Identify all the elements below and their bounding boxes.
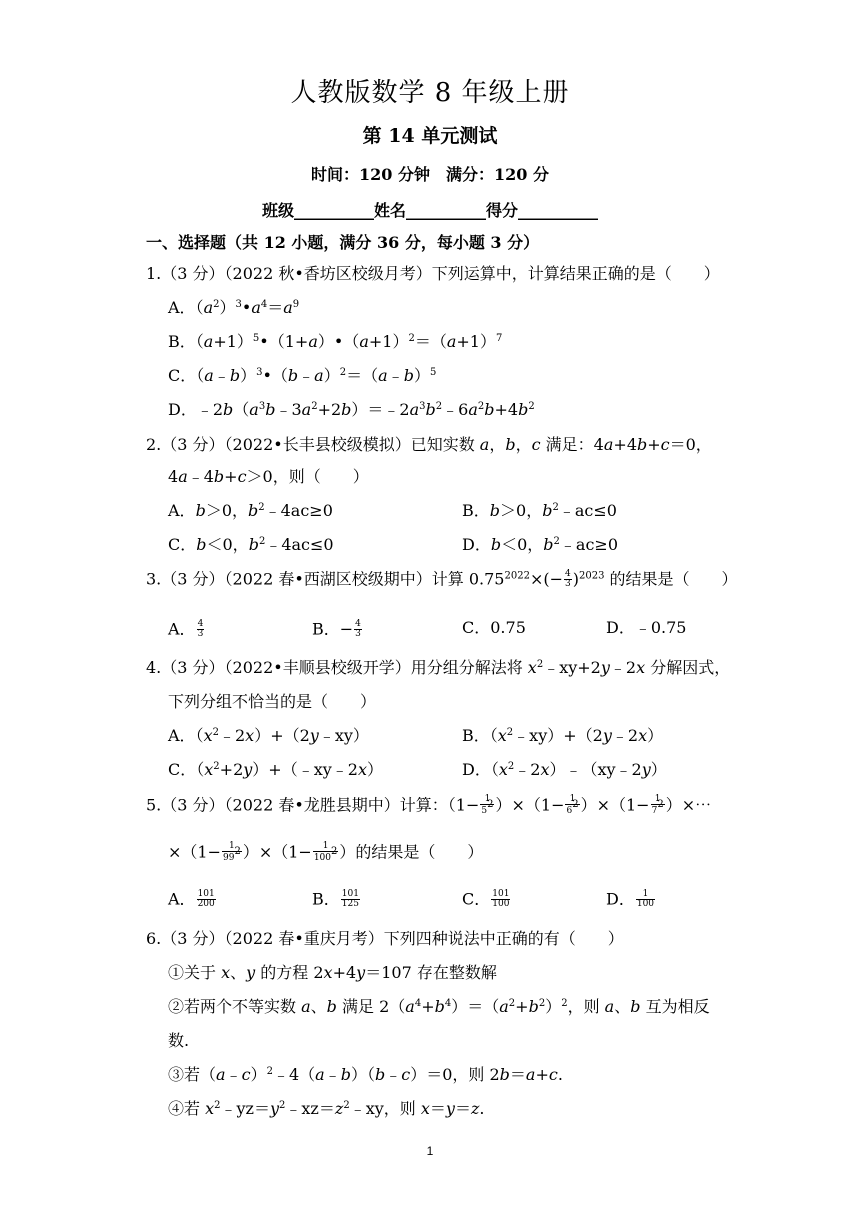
class-name-score-line: 班级__________姓名__________得分__________ <box>261 201 598 220</box>
question-1-option-c: C．（a﹣b）$^3$•（b﹣a）$^2$＝（a﹣b）$^5$ <box>168 366 437 385</box>
question-2-option-c: C．b＜0，$b^2﹣4ac\le 0$ <box>168 535 334 554</box>
question-3-option-d: D．﹣0.75 <box>606 618 687 637</box>
question-2-stem-line-2: 4a﹣4b+c＞0，则（ ） <box>168 467 369 486</box>
question-2-option-a: A．b＞0，$b^2﹣4ac\ge 0$ <box>168 501 333 520</box>
question-5-stem-line-2: ×（1− $\frac{1}{99^2}$ ）×（1− $\frac{1}{100^2}$ ）的结果是（ ） <box>168 841 484 864</box>
question-6-statement-2-continued: 数. <box>168 1031 190 1050</box>
question-5-option-c: C． $\frac{101}{100}$ <box>462 889 510 910</box>
unit-subtitle: 第 14 单元测试 <box>362 125 498 147</box>
question-4-option-c: C．$(x^2+2y)+(﹣xy﹣2x)$ <box>168 760 383 779</box>
question-4-option-a: A．$(x^2﹣2x)+(2y﹣xy)$ <box>168 726 369 745</box>
question-4-option-b: B．$(x^2﹣xy)+(2y﹣2x)$ <box>462 726 664 745</box>
question-1-option-a: A．$(a^2)^3•a^4=a^9$ <box>168 298 300 317</box>
question-4-stem-line-2: 下列分组不恰当的是（ ） <box>168 692 377 711</box>
question-1-stem: 1.（3 分）（2022 秋•香坊区校级月考）下列运算中，计算结果正确的是（ ） <box>146 264 720 283</box>
question-3-option-b: B．− $\frac{4}{3}$ <box>312 619 361 640</box>
question-2-option-b: B．b＞0，$b^2﹣ac\le 0$ <box>462 501 617 520</box>
question-2-option-d: D．b＜0，$b^2﹣ac\ge 0$ <box>462 535 618 554</box>
question-3-option-c: C．0.75 <box>462 618 526 637</box>
question-3-option-a: A． $\frac{4}{3}$ <box>168 619 204 640</box>
question-6-statement-2: ②若两个不等实数 a、b 满足 $2(a^4+b^4)=(a^2+b^2)^2$，则 a、b 互为相反 <box>168 997 710 1016</box>
question-4-option-d: D．$(x^2﹣2x)﹣(xy﹣2y)$ <box>462 760 667 779</box>
question-5-option-d: D． $\frac{1}{100}$ <box>606 889 655 910</box>
question-2-stem-line-1: 2.（3 分）（2022•长丰县校级模拟）已知实数 a，b，c 满足：4a+4b+c＝0， <box>146 435 712 454</box>
question-3-stem: 3.（3 分）（2022 春•西湖区校级期中）计算 $0.75^{2022}\times(-$ $\frac{4}{3}$ )$^{2023}$ 的结果是（ ） <box>146 569 738 590</box>
question-4-stem-line-1: 4.（3 分）（2022•丰顺县校级开学）用分组分解法将 $x^2﹣xy+2y﹣2x$ 分解因式， <box>146 658 731 677</box>
question-1-option-d: D．$﹣2b(a^3b﹣3a^2+2b)=﹣2a^3b^2﹣6a^2b+4b^2$ <box>168 400 535 419</box>
question-6-statement-4: ④若 $x^2﹣yz=y^2﹣xz=z^2﹣xy$，则 x＝y＝z. <box>168 1099 485 1118</box>
question-6-stem: 6.（3 分）（2022 春•重庆月考）下列四种说法中正确的有（ ） <box>146 929 624 948</box>
question-6-statement-1: ①关于 x、y 的方程 2x+4y＝107 存在整数解 <box>168 963 497 982</box>
section-heading: 一、选择题（共 12 小题，满分 36 分，每小题 3 分） <box>146 233 540 252</box>
page-title: 人教版数学 8 年级上册 <box>290 78 570 108</box>
question-5-option-a: A． $\frac{101}{200}$ <box>168 889 215 910</box>
question-6-statement-3: ③若（a﹣c）$^2$﹣4（a﹣b）（b﹣c）＝0，则 2b＝a+c. <box>168 1065 563 1084</box>
time-score-info: 时间：120 分钟 满分：120 分 <box>311 165 549 184</box>
question-5-stem-line-1: 5.（3 分）（2022 春•龙胜县期中）计算：（1− $\frac{1}{5^2}$ ）×（1− $\frac{1}{6^2}$ ）×（1− $\frac{1}{7^2}$ ）×⋯ <box>146 794 712 817</box>
question-5-option-b: B． $\frac{101}{125}$ <box>312 889 359 910</box>
page-number: 1 <box>426 1144 434 1158</box>
question-1-option-b: B．$(a+1)^5•(1+a)•(a+1)^2=(a+1)^7$ <box>168 332 503 351</box>
